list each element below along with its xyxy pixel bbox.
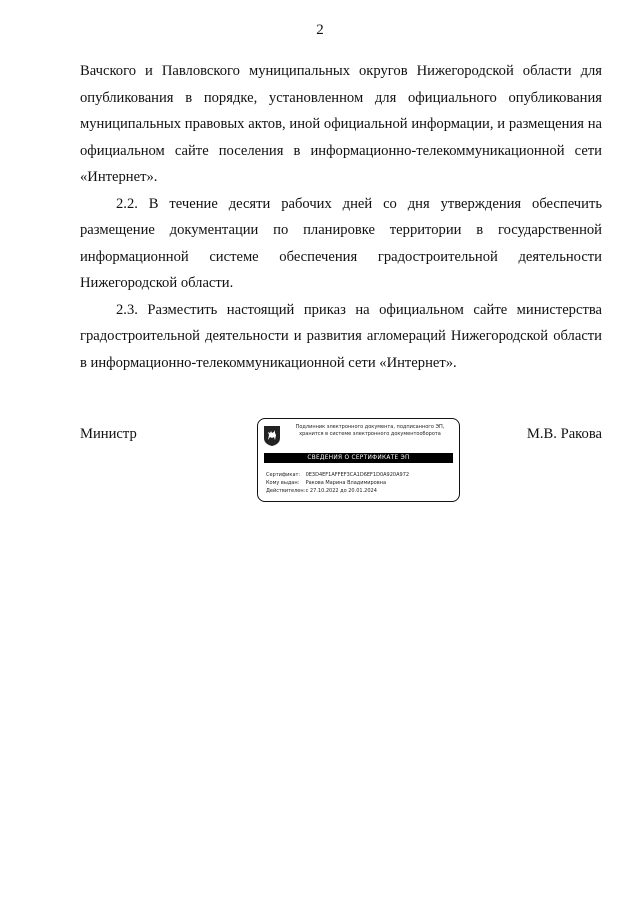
stamp-notice: Подлинник электронного документа, подписанного ЭП, хранится в системе электронного документооборота [295, 424, 445, 437]
signer-name: М.В. Ракова [526, 426, 602, 442]
validity-label: Действителен: [266, 488, 306, 494]
certificate-label: Сертификат: [266, 472, 301, 478]
certificate-row [266, 471, 454, 479]
certificate-value: 0E3D4EF1AFFEF3CA1D6EF1D0A920A972 [305, 472, 410, 478]
issued-to-row [266, 479, 454, 487]
paragraph-2-3: 2.3. Разместить настоящий приказ на официальном сайте министерства градостроительной деятельности и развития агломераций Нижегородской области в информационно-телекоммуникационной сети «Интернет». [80, 301, 602, 371]
document-body [80, 58, 602, 376]
validity-value: с 27.10.2022 до 20.01.2024 [305, 488, 377, 494]
issued-to-label: Кому выдан: [266, 480, 300, 486]
paragraph-2-2: 2.2. В течение десяти рабочих дней со дня утверждения обеспечить размещение документации по планировке территории в государственной информационной системе обеспечения градостроительной деятельности Нижегородской области. [80, 195, 602, 291]
signer-title: Министр [80, 426, 137, 442]
issued-to-value: Ракова Марина Владимировна [305, 480, 387, 486]
signature-block [80, 418, 602, 508]
page-number: 2 [316, 22, 324, 38]
certificate-details [266, 471, 454, 495]
electronic-signature-stamp [257, 418, 460, 502]
validity-row [266, 487, 454, 495]
deer-emblem-icon [263, 425, 281, 447]
paragraph-continuation: Вачского и Павловского муниципальных округов Нижегородской области для опубликования в порядке, установленном для официального опубликования муниципальных правовых актов, иной официальной информации, и размещения на официальном сайте поселения в информационно-телекоммуникационной сети «Интернет». [80, 63, 602, 185]
stamp-header: СВЕДЕНИЯ О СЕРТИФИКАТЕ ЭП [264, 453, 453, 463]
